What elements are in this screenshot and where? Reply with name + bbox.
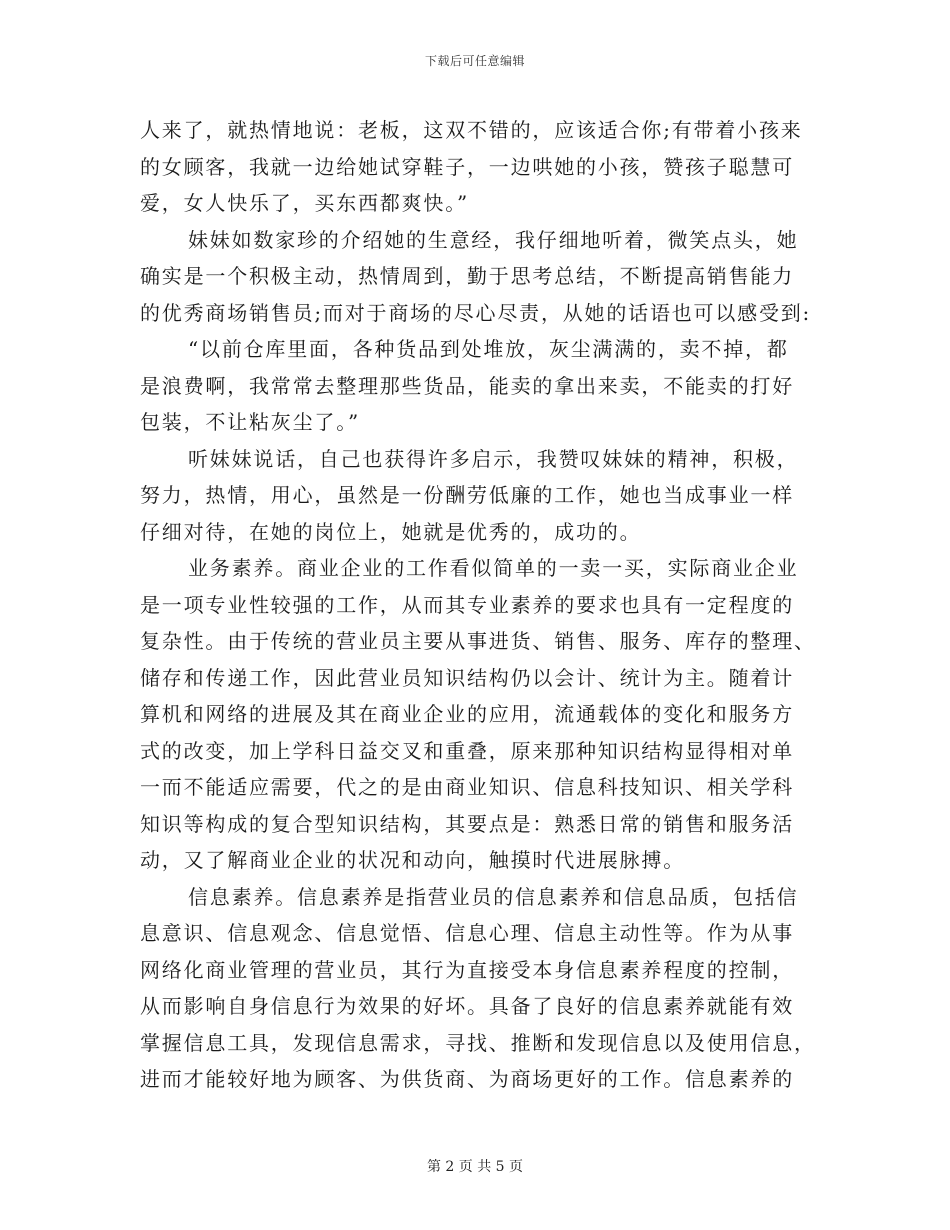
text-line: 的优秀商场销售员;而对于商场的尽心尽责，从她的话语也可以感受到:: [140, 300, 812, 325]
text-line: 仔细对待，在她的岗位上，她就是优秀的，成功的。: [140, 519, 642, 544]
text-line: 进而才能较好地为顾客、为供货商、为商场更好的工作。信息素养的: [140, 1067, 794, 1091]
text-line: 的女顾客，我就一边给她试穿鞋子，一边哄她的小孩，赞孩子聪慧可: [140, 154, 794, 179]
paragraph-start-line: 信息素养。信息素养是指营业员的信息素养和信息品质，包括信: [188, 884, 799, 909]
text-line: 爱，女人快乐了，买东西都爽快。”: [140, 191, 470, 215]
paragraph-start-line: 业务素养。商业企业的工作看似简单的一卖一买，实际商业企业: [188, 556, 799, 580]
paragraph-start-line: 妹妹如数家珍的介绍她的生意经，我仔细地听着，微笑点头，她: [188, 227, 799, 252]
text-line: 掌握信息工具，发现信息需求，寻找、推断和发现信息以及使用信息，: [140, 1030, 816, 1055]
text-line: 是一项专业性较强的工作，从而其专业素养的要求也具有一定程度的: [140, 592, 794, 617]
quote-start-line: “以前仓库里面，各种货品到处堆放，灰尘满满的，卖不掉，都: [188, 337, 789, 361]
text-line: 从而影响自身信息行为效果的好坏。具备了良好的信息素养就能有效: [140, 994, 794, 1018]
text-line: 知识等构成的复合型知识结构，其要点是：熟悉日常的销售和服务活: [140, 811, 794, 836]
text-line: 确实是一个积极主动，热情周到，勤于思考总结，不断提高销售能力: [140, 264, 794, 288]
text-line: 努力，热情，用心，虽然是一份酬劳低廉的工作，她也当成事业一样: [140, 483, 794, 507]
document-body: [140, 112, 820, 1098]
page-number: 第 2 页 共 5 页: [426, 1159, 524, 1175]
page-header-note: 下载后可任意编辑: [424, 54, 525, 68]
text-line: 储存和传递工作，因此营业员知识结构仍以会计、统计为主。随着计: [140, 665, 794, 690]
text-line: 包装，不让粘灰尘了。”: [140, 410, 361, 434]
text-line: 是浪费啊，我常常去整理那些货品，能卖的拿出来卖，不能卖的打好: [140, 373, 794, 398]
text-line: 网络化商业管理的营业员，其行为直接受本身信息素养程度的控制，: [140, 957, 794, 982]
text-line: 复杂性。由于传统的营业员主要从事进货、销售、服务、库存的整理、: [140, 629, 816, 653]
text-line: 动，又了解商业企业的状况和动向，触摸时代进展脉搏。: [140, 848, 685, 872]
text-line: 人来了，就热情地说：老板，这双不错的，应该适合你;有带着小孩来: [140, 118, 803, 142]
text-line: 息意识、信息观念、信息觉悟、信息心理、信息主动性等。作为从事: [140, 921, 794, 945]
text-line: 算机和网络的进展及其在商业企业的应用，流通载体的变化和服务方: [140, 702, 794, 726]
text-line: 式的改变，加上学科日益交叉和重叠，原来那种知识结构显得相对单: [140, 738, 794, 763]
paragraph-start-line: 听妹妹说话，自己也获得许多启示，我赞叹妹妹的精神，积极，: [188, 446, 799, 471]
text-line: 一而不能适应需要，代之的是由商业知识、信息科技知识、相关学科: [140, 775, 794, 799]
